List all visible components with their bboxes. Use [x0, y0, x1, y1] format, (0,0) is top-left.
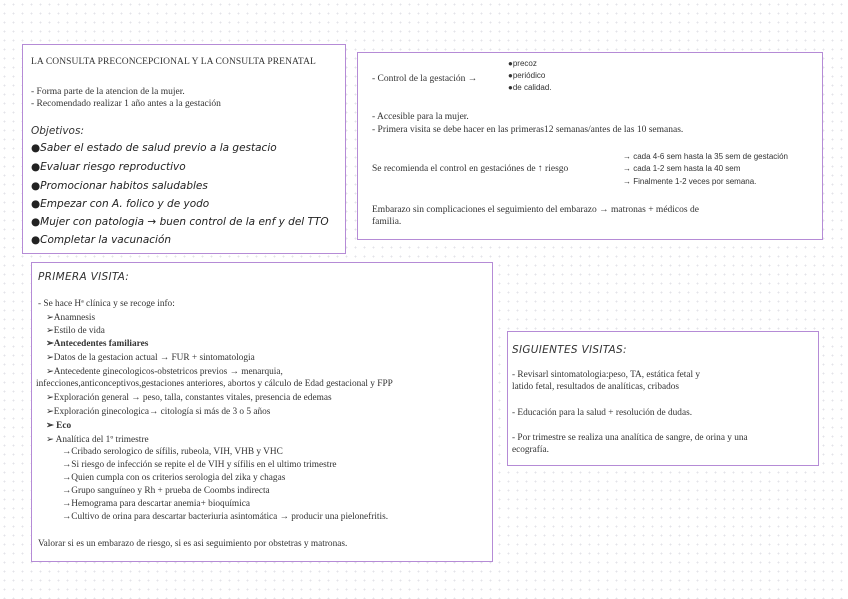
objective-item: ●Mujer con patologia → buen control de la enf y del TTO	[31, 216, 329, 228]
first-visit-heading: PRIMERA VISITA:	[38, 271, 130, 283]
card-title: LA CONSULTA PRECONCEPCIONAL Y LA CONSULTA PRENATAL	[31, 57, 316, 67]
intro-line: - Recomendado realizar 1 año antes a la gestación	[31, 99, 221, 109]
analytics-item: →Cribado serologico de sífilis, rubeola, VIH, VHB y VHC	[62, 447, 283, 457]
following-visits-card	[507, 331, 819, 466]
intro-line: - Forma parte de la atencion de la mujer.	[31, 87, 185, 97]
first-visit-item: ➢Antecedente ginecologicos-obstetricos previos → menarquia,	[46, 367, 283, 377]
first-visit-item: ➢Estilo de vida	[46, 326, 105, 336]
first-visit-conclusion: Valorar si es un embarazo de riesgo, si es asi seguimiento por obstetras y matronas.	[38, 539, 348, 549]
uncomplicated-line: Embarazo sin complicaciones el seguimiento del embarazo → matronas + médicos de	[372, 205, 699, 215]
following-visits-line: latido fetal, resultados de analíticas, cribados	[512, 382, 680, 392]
objective-item: ●Promocionar habitos saludables	[31, 180, 208, 192]
control-type: ●precoz	[508, 59, 537, 68]
risk-item: → Finalmente 1-2 veces por semana.	[623, 177, 757, 186]
objectives-label: Objetivos:	[31, 125, 84, 137]
following-visits-line: - Por trimestre se realiza una analítica de sangre, de orina y una	[512, 433, 748, 443]
following-visits-heading: SIGUIENTES VISITAS:	[512, 344, 627, 356]
risk-item: → cada 4-6 sem hasta la 35 sem de gestación	[623, 152, 788, 161]
objective-item: ●Empezar con A. folico y de yodo	[31, 198, 210, 210]
objective-item: ●Saber el estado de salud previo a la gestacio	[31, 142, 277, 154]
first-visit-item: ➢ Eco	[46, 421, 72, 431]
first-visit-card	[31, 262, 493, 562]
uncomplicated-line: familia.	[372, 217, 402, 227]
first-visit-item: ➢Anamnesis	[46, 313, 96, 323]
following-visits-line: - Revisarl sintomatologia:peso, TA, estática fetal y	[512, 370, 701, 380]
preconception-note-card	[22, 44, 346, 254]
control-label: - Control de la gestación →	[372, 74, 478, 84]
risk-label: Se recomienda el control en gestaciónes de ↑ riesgo	[372, 164, 569, 174]
analytics-item: →Grupo sanguíneo y Rh + prueba de Coombs indirecta	[62, 486, 270, 496]
objective-item: ●Completar la vacunación	[31, 234, 172, 246]
first-visit-intro: - Se hace Hª clínica y se recoge info:	[38, 299, 175, 309]
risk-item: → cada 1-2 sem hasta la 40 sem	[623, 164, 741, 173]
first-visit-item: ➢Exploración ginecologica→ citología si más de 3 o 5 años	[46, 407, 271, 417]
first-visit-item: ➢Datos de la gestacion actual → FUR + sintomatologia	[46, 353, 255, 363]
first-visit-item-continued: infecciones,anticonceptivos,gestaciones anteriores, abortos y cálculo de Edad gestacional y FPP	[36, 379, 393, 389]
prenatal-control-card	[357, 52, 823, 240]
first-visit-line: - Primera visita se debe hacer en las primeras12 semanas/antes de las 10 semanas.	[372, 125, 684, 135]
objective-item: ●Evaluar riesgo reproductivo	[31, 161, 186, 173]
control-type: ●de calidad.	[508, 83, 552, 92]
first-visit-item: ➢Exploración general → peso, talla, constantes vitales, presencia de edemas	[46, 393, 332, 403]
following-visits-line: - Educación para la salud + resolución de dudas.	[512, 408, 693, 418]
analytics-item: →Quien cumpla con os criterios serologia del zika y chagas	[62, 473, 286, 483]
first-visit-item: ➢ Analítica del 1º trimestre	[46, 435, 149, 445]
control-type: ●periódico	[508, 71, 546, 80]
analytics-item: →Cultivo de orina para descartar bacteriuria asintomática → producir una pielonefritis.	[62, 512, 389, 522]
analytics-item: →Si riesgo de infección se repite el de VIH y sífilis en el ultimo trimestre	[62, 460, 337, 470]
first-visit-item: ➢Antecedentes familiares	[46, 339, 149, 349]
following-visits-line: ecografía.	[512, 445, 549, 455]
analytics-item: →Hemograma para descartar anemia+ bioquímica	[62, 499, 250, 509]
accessible-line: - Accesible para la mujer.	[372, 112, 469, 122]
